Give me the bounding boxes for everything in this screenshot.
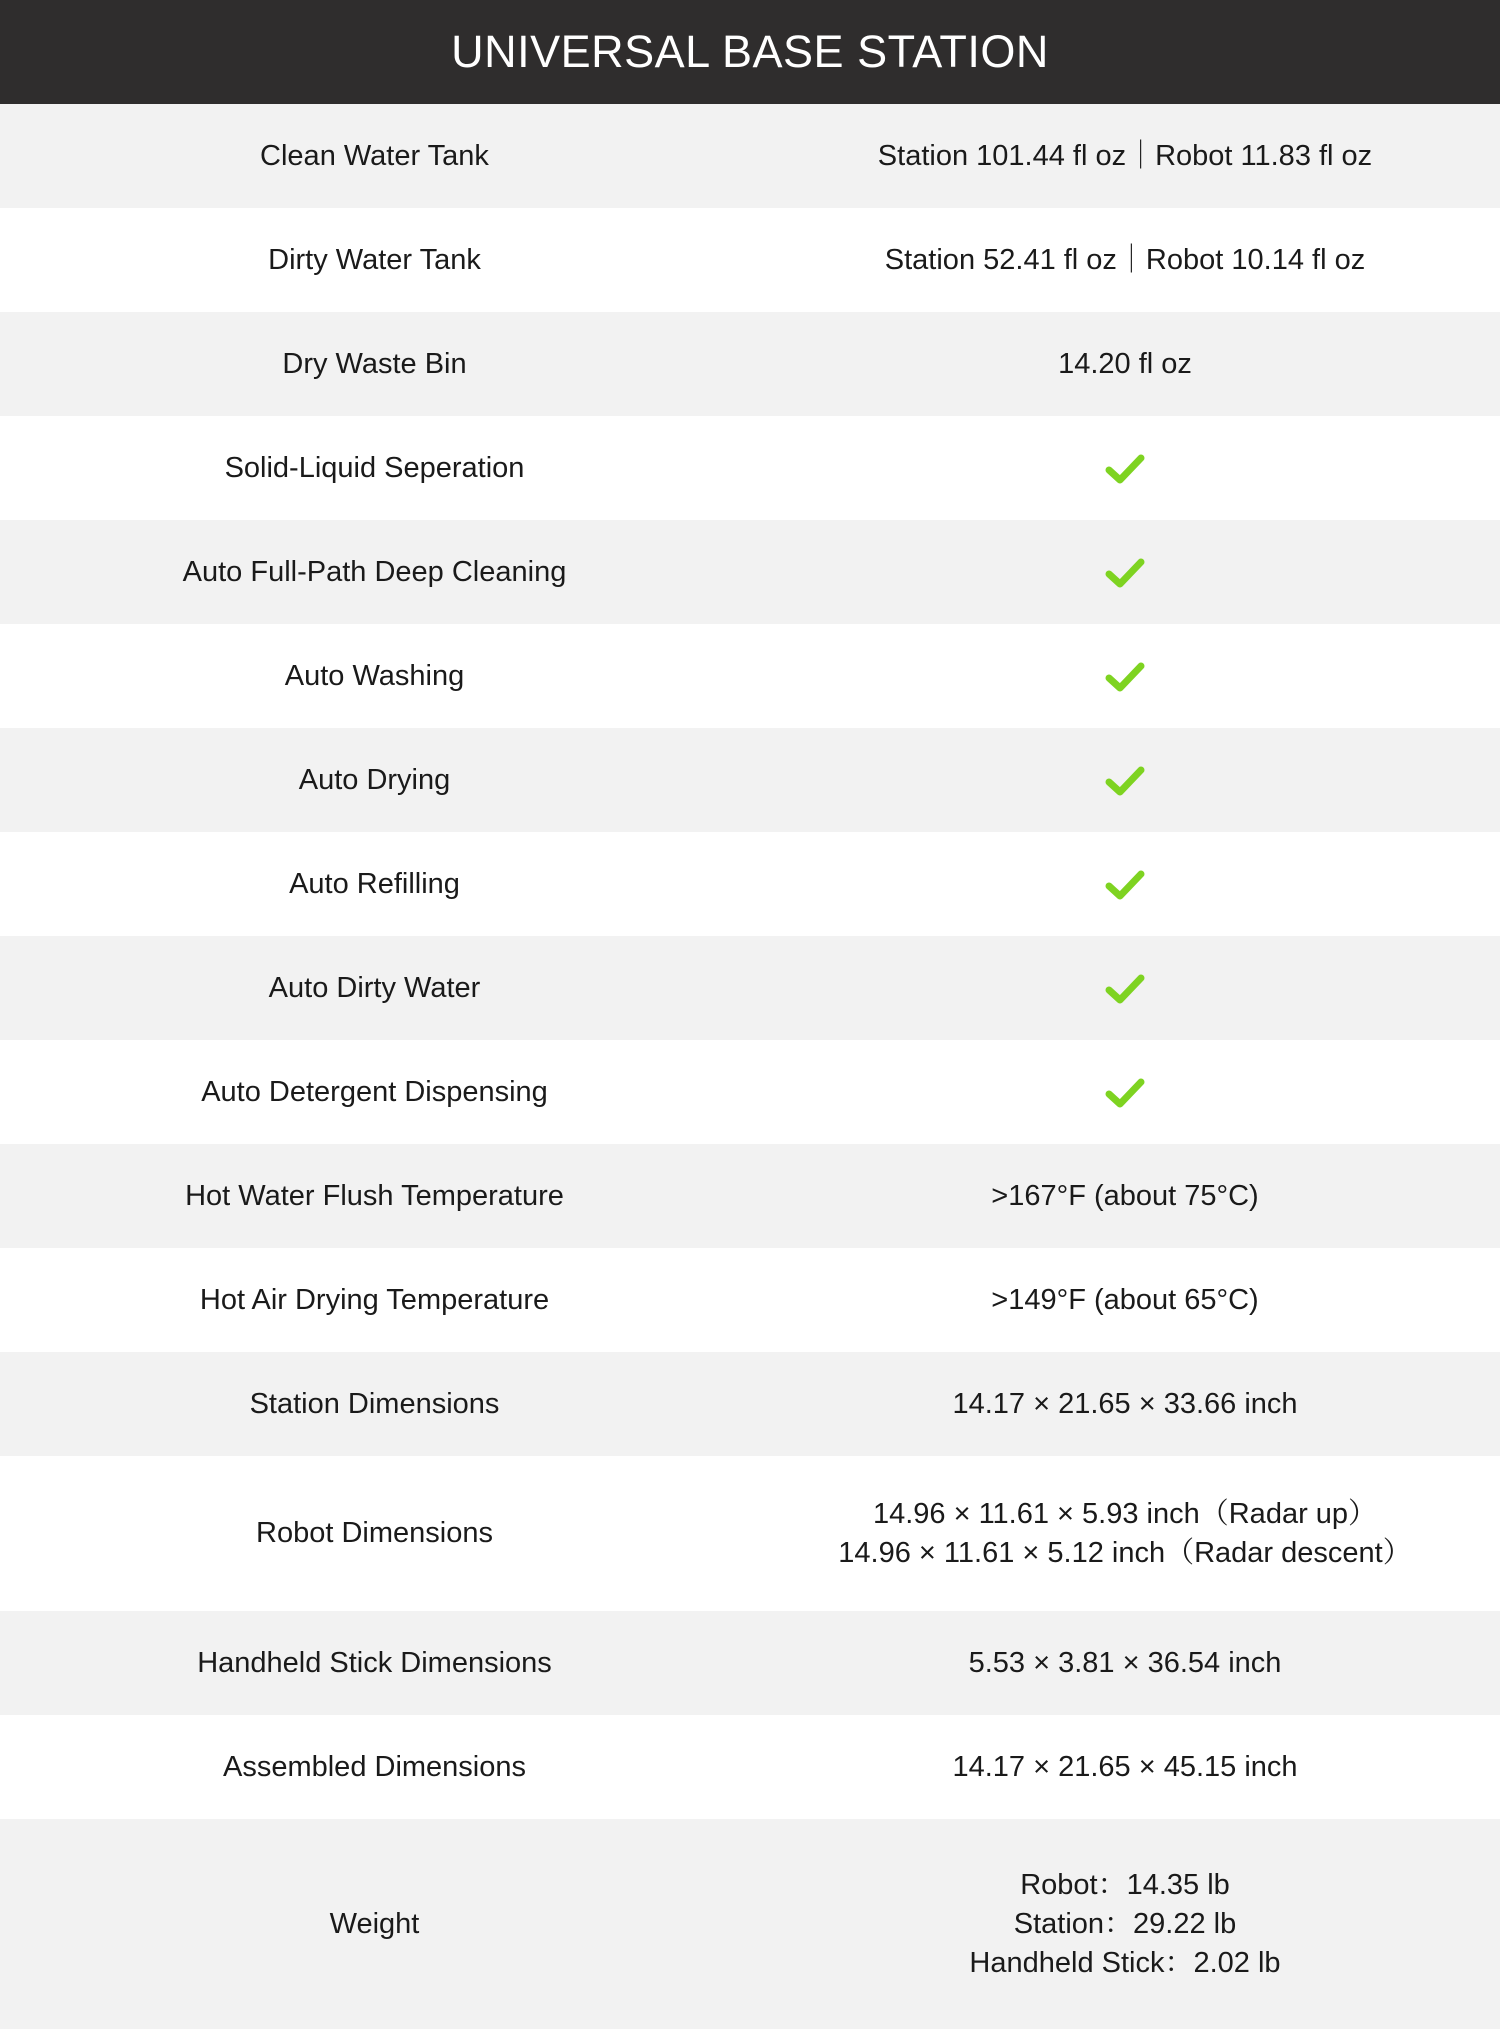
spec-label: Assembled Dimensions [222, 1750, 526, 1783]
spec-value [750, 657, 1500, 696]
spec-label: Auto Detergent Dispensing [201, 1075, 548, 1108]
spec-value [750, 553, 1500, 592]
spec-label: Auto Drying [298, 763, 451, 796]
spec-label: Robot Dimensions [256, 1517, 493, 1549]
spec-label: Auto Dirty Water [268, 971, 481, 1004]
spec-label: Hot Air Drying Temperature [199, 1283, 550, 1316]
spec-value: >149°F (about 65°C) [991, 1283, 1259, 1316]
spec-label: Clean Water Tank [260, 139, 489, 172]
spec-row [0, 1715, 1500, 1819]
spec-row [0, 1248, 1500, 1352]
spec-label: Auto Refilling [289, 867, 460, 900]
spec-row [0, 1456, 1500, 1611]
spec-label: Hot Water Flush Temperature [185, 1179, 564, 1212]
spec-value: 14.17 × 21.65 × 33.66 inch [952, 1387, 1298, 1420]
spec-value-line: Handheld Stick：2.02 lb [969, 1946, 1281, 1979]
spec-row [0, 936, 1500, 1040]
spec-label: Weight [329, 1907, 420, 1940]
spec-row [0, 624, 1500, 728]
check-icon [1105, 1077, 1145, 1109]
spec-label: Auto Washing [284, 659, 465, 692]
spec-row [0, 208, 1500, 312]
check-icon [1105, 453, 1145, 485]
spec-value-line: 14.96 × 11.61 × 5.93 inch（Radar up） [872, 1497, 1378, 1530]
spec-row [0, 520, 1500, 624]
check-icon [1105, 557, 1145, 589]
table-title: UNIVERSAL BASE STATION [451, 26, 1049, 77]
spec-row [0, 728, 1500, 832]
check-icon [1105, 869, 1145, 901]
spec-value-line: 14.96 × 11.61 × 5.12 inch（Radar descent） [838, 1536, 1412, 1569]
spec-row [0, 416, 1500, 520]
spec-value [750, 1073, 1500, 1112]
spec-label: Dirty Water Tank [268, 243, 481, 276]
spec-value: Station 101.44 fl oz｜Robot 11.83 fl oz [877, 139, 1373, 172]
spec-value [750, 1866, 1500, 1983]
spec-value: 5.53 × 3.81 × 36.54 inch [968, 1646, 1282, 1679]
spec-label: Dry Waste Bin [282, 347, 467, 380]
table-header [0, 0, 1500, 104]
spec-label: Handheld Stick Dimensions [197, 1646, 552, 1679]
spec-label: Solid-Liquid Seperation [224, 451, 525, 484]
spec-value-line: Robot：14.35 lb [1020, 1868, 1230, 1901]
spec-value [750, 761, 1500, 800]
spec-value: Station 52.41 fl oz｜Robot 10.14 fl oz [884, 243, 1366, 276]
spec-value [750, 449, 1500, 488]
check-icon [1105, 765, 1145, 797]
spec-value [750, 969, 1500, 1008]
spec-row [0, 104, 1500, 208]
spec-row [0, 832, 1500, 936]
spec-value: 14.17 × 21.65 × 45.15 inch [952, 1750, 1298, 1783]
spec-label: Station Dimensions [249, 1387, 500, 1420]
spec-value: >167°F (about 75°C) [991, 1179, 1259, 1212]
spec-row [0, 1352, 1500, 1456]
spec-value [750, 865, 1500, 904]
check-icon [1105, 661, 1145, 693]
spec-value: 14.20 fl oz [1058, 347, 1192, 380]
check-icon [1105, 973, 1145, 1005]
spec-row [0, 1040, 1500, 1144]
spec-row [0, 1611, 1500, 1715]
spec-value [750, 1495, 1500, 1573]
spec-row [0, 1144, 1500, 1248]
spec-rows [0, 104, 1500, 2029]
spec-label: Auto Full-Path Deep Cleaning [182, 555, 567, 588]
spec-row [0, 1819, 1500, 2029]
spec-row [0, 312, 1500, 416]
spec-value-line: Station：29.22 lb [1013, 1907, 1237, 1940]
